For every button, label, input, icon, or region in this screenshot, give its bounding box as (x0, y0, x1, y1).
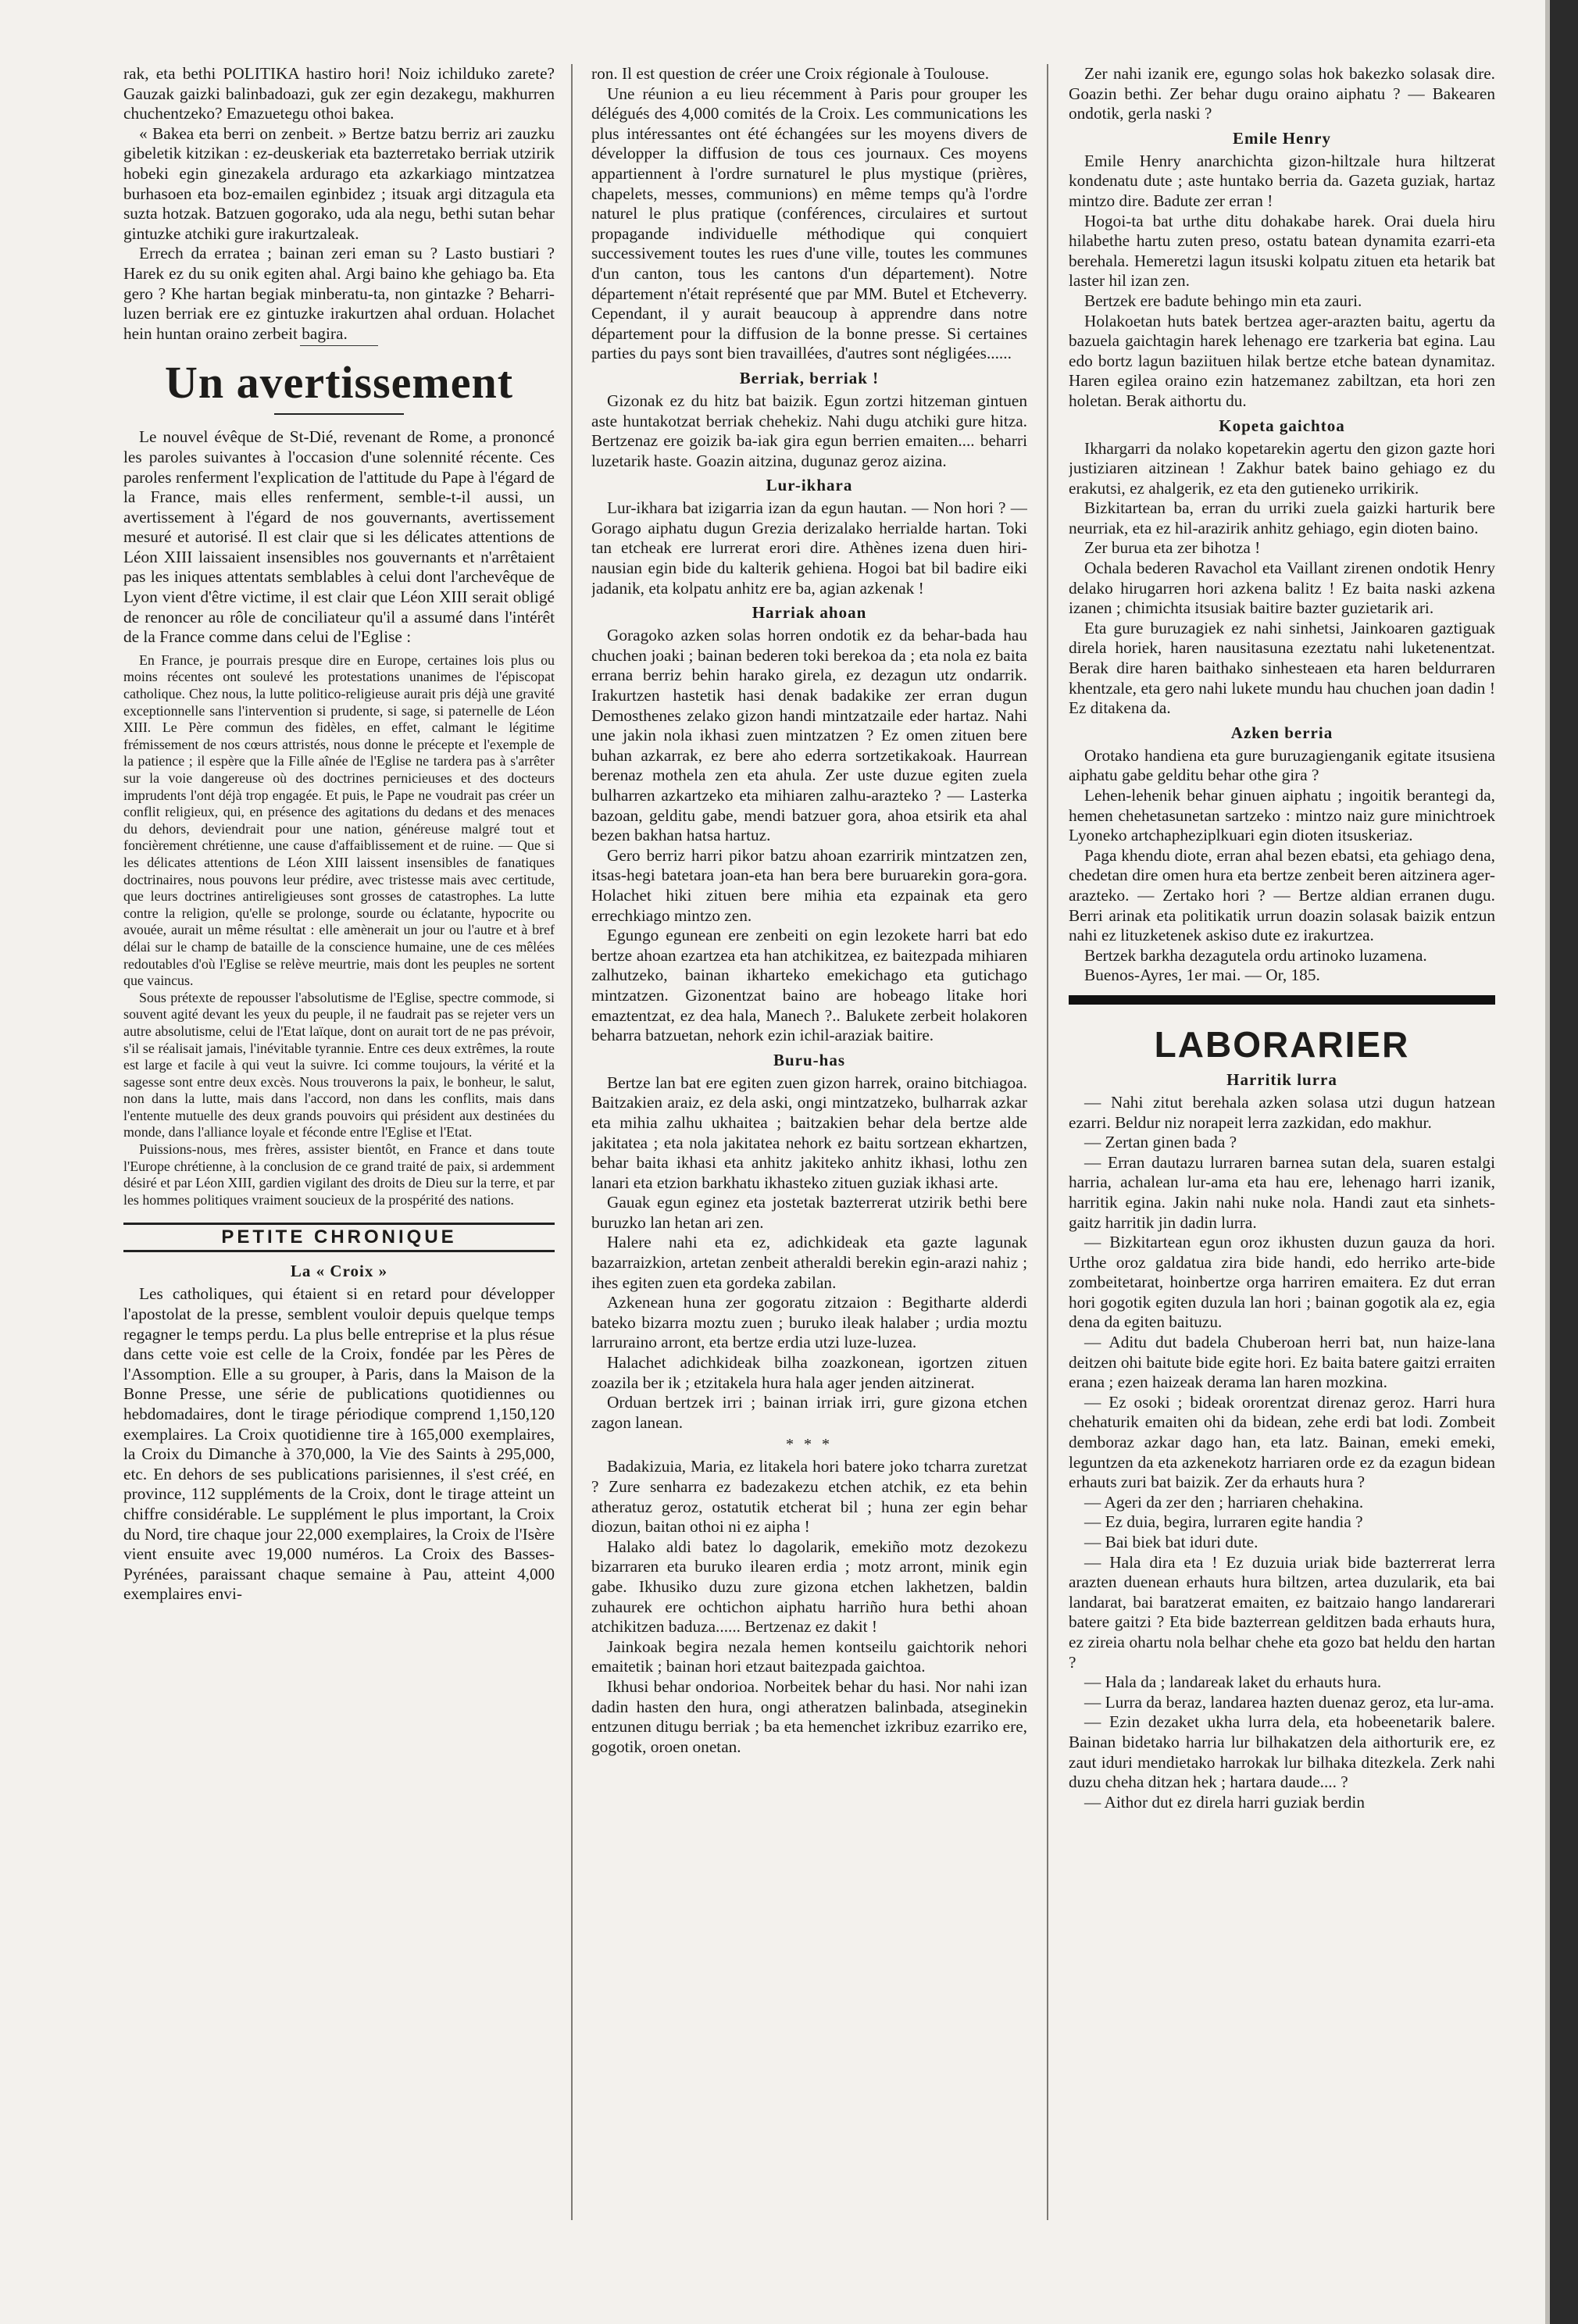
section-separator: * * * (786, 1436, 833, 1454)
paragraph: Gauak egun eginez eta jostetak bazterrerat utzirik bethi bere buruzko lan hetan ari zen. (591, 1193, 1027, 1232)
paragraph: Errech da erratea ; bainan zeri eman su ? Lasto bustiari ? Harek ez du su onik egiten ahal. Argi baino khe gehiago ba. Eta gero ? Khe hartan begiak minberatu-ta, non gintazke ? Beharri-luzen berriak ere ez gintuzke irakurtzen ahal orduan. Holachet hein huntan oraino zerbeit bagira. (123, 244, 555, 343)
paragraph: — Ageri da zer den ; harriaren chehakina. (1084, 1492, 1364, 1512)
paragraph: — Hala da ; landareak laket du erhauts hura. (1084, 1672, 1382, 1692)
article-heading: Kopeta gaichtoa (1219, 416, 1345, 435)
divider (300, 345, 378, 346)
paragraph: Gizonak ez du hitz bat baizik. Egun zortzi hitzeman gintuen aste huntakotzat berriak chehekiz. Nahi dugu atchiki gure hitza. Bertzenaz ere goizik ba-iak gira egun berrien emaiten.... beharri luzetarik haste. Goazin aitzina, dugunaz geroz aizina. (591, 391, 1027, 470)
paragraph: — Aditu dut badela Chuberoan herri bat, nun haize-lana deitzen ohi baitute bide egite hori. Ez baita batere gaitzi erraiten erana ; ezen haizeak derama lan haren mozkina. (1069, 1333, 1495, 1392)
paragraph: Une réunion a eu lieu récemment à Paris pour grouper les délégués des 4,000 comités de la Croix. Les communications les plus intéressantes ont été échangées sur les moyens divers de développer la diffusion de tous ces journaux. Ces moyens appartiennent à l'ordre surnaturel le plus mystique (prières, chapelets, messes, communions) en même temps qu'à l'ordre naturel le plus pratique (conférences, circulaires et surtout propagande individuelle méthodique qui conquiert successivement toutes les rues d'une ville, toutes les communes d'un canton, tous les cantons d'un département). Notre département n'était représenté que par MM. Butel et Etcheverry. Cependant, il y aurait beaucoup à apprendre dans notre département pour la diffusion de la bonne presse. Si certaines parties du pays sont bien travaillées, d'autres sont négligées...... (591, 84, 1027, 363)
paragraph: Ochala bederen Ravachol eta Vaillant zirenen ondotik Henry delako hirugarren hori azkena balitz ! Ez baita naski azkena izanen ; chimichta itsusiak baitire bazter guzietarik ari. (1069, 559, 1495, 618)
paragraph: — Ez osoki ; bideak ororentzat direnaz geroz. Harri hura chehaturik emaiten ohi da bidean, zehe erdi bat lodi. Zombeit demboraz azkar dago han, eta latz. Bainan, emeki emeki, leguntzen da eta azkenekotz harriaren orde ez da ezagun bidean erhauts zuri bat baizik. Zer da erhauts hura ? (1069, 1392, 1495, 1492)
column-rule (571, 64, 573, 2220)
paragraph: Halachet adichkideak bilha zoazkonean, igortzen zituen zoazila ber ik ; etzitakela hura hala ager jenden aitzinerat. (591, 1353, 1027, 1392)
paragraph: Bizkitartean ba, erran du urriki zuela gaizki harturik bere neurriak, eta ez hil-arazirik anhitz gehiago, egin dioten baino. (1069, 498, 1495, 537)
paragraph: Bertzek ere badute behingo min eta zauri. (1084, 291, 1362, 310)
paragraph: Azkenean huna zer gogoratu zitzaion : Begitharte alderdi bateko bizarra moztu zuen ; buruko ileak halaber ; urdia moztu larruraino arront, eta bertze erdia utzi luze-luzea. (591, 1293, 1027, 1352)
article-heading: Lur-ikhara (766, 476, 853, 495)
paragraph: Zer burua eta zer bihotza ! (1084, 538, 1261, 558)
paragraph: Egungo egunean ere zenbeiti on egin lezokete harri bat edo bertze ahoan ezartzea eta han atchikitzea, ez baitezpada mihiaren zalhutzeko, bainan ikharteko emekichago eta gutichago mintzatzen. Gizonentzat baino are hobeago litake hori emaztentzat, ez dea hala, Manech ?.. Balukete zerbeit holakoren beharra batzuetan, nehork ezin ichil-araziak baitire. (591, 926, 1027, 1045)
column-1 (123, 64, 555, 2306)
paragraph: Lur-ikhara bat izigarria izan da egun hautan. — Non hori ? — Gorago aiphatu dugun Grezia derizalako herrialde hartan. Toki tan etcheak ere lurrerat erori dire. Athènes izena duen hiri-nausian egin bide du kalterik gehiena. Hogoi bat bil badire eiki jadanik, eta kolpatu anhitz ere ba, agian azkenak ! (591, 498, 1027, 598)
article-heading: La « Croix » (290, 1262, 388, 1281)
column-3 (1069, 64, 1495, 2306)
paragraph: Hogoi-ta bat urthe ditu dohakabe harek. Orai duela hiru hilabethe hartu zuten preso, ostatu batean dynamita ezarri-eta berehala. Hemeretzi lagun itsuski kolpatu zituen eta hetarik bat laster hil izan zen. (1069, 211, 1495, 291)
paragraph: — Bizkitartean egun oroz ikhusten duzun gauza da hori. Urthe oroz galdatua zira bide handi, edo herriko arte-bide zombeitetarat, hoinbertze orga harriren emaitera. Ez dut erran hori gogotik egiten duzula lan hori ; bainan gogotik ala ez, egia dena da egiten baituzu. (1069, 1233, 1495, 1332)
column-rule (1047, 64, 1048, 2220)
paragraph: Halere nahi eta ez, adichkideak eta gazte lagunak bazarraizkion, artetan zenbeit atheraldi berekin egin-arazi nahiz ; ihes egiten zuen eta gordeka zabilan. (591, 1233, 1027, 1292)
paragraph: « Bakea eta berri on zenbeit. » Bertze batzu berriz ari zauzku gibeletik kitzikan : ez-deuskeriak eta bazterretako berriak utzirik hobeki egin ginezakela ardurago eta azkarkiago mintzatzea burhasoen eta boz-emailen eginbidez ; itsuak argi ditzagula eta suzta hotzak. Batzuen gogorako, uda ala negu, bethi sutan behar gintuzke atchiki gure irakurtzaleak. (123, 123, 555, 243)
article-heading: Emile Henry (1233, 128, 1331, 148)
paragraph: Goragoko azken solas horren ondotik ez da behar-bada hau chuchen joaki ; bainan bederen toki berekoa da ; eta nola ez baita errana berriz behin harako girela, ez dezagun utz ondarrik. Irakurtzen hastetik hasi denak badakike zer erran dugun Demosthenes zelako gizon handi mintzatzaile eder hartaz. Nahi une jakin nola ikhasi zuen mintzatzen ? Ez omen zituen bere buhan azkarrak, ez bere aho ederra sortzetikakoak. Haurrean berenaz mothela zen eta ahula. Zer uste duzue egiten zuela bulharren azkartzeko eta mihiaren zalhu-arazteko ? — Lasterka bazoan, gelditu gabe, mendi batzuer gora, ahoa etsirik eta ahal bezen bakhan hatsa hartuz. (591, 626, 1027, 845)
paragraph: Paga khendu diote, erran ahal bezen ebatsi, eta gehiago dena, chedetan dire omen hura eta bertze zenbeit beren aitzinera ager-arazteko. — Zertako hori ? — Bertze aldian erranen dugu. Berri arinak eta politikatik urrun doazin solasak baizik entzun nahi ez lituzketenek askiso dute ez irakurtzea. (1069, 845, 1495, 945)
section-heading: PETITE CHRONIQUE (123, 1223, 555, 1252)
paragraph: Orduan bertzek irri ; bainan irriak irri, gure gizona etchen zagon lanean. (591, 1393, 1027, 1432)
paragraph: Halako aldi batez lo dagolarik, emekiño motz dezokezu bizarraren eta buruko ilearen erdia ; motz arront, minik egin gabe. Ikhusiko duzu zure gizona etchen lakhetzen, baldin zuhaurek ere ochtichon aiphatu harriño hura bethi ahoan atchikitzen baduza...... Bertzenaz ez dakit ! (591, 1537, 1027, 1637)
paragraph: — Zertan ginen bada ? (1084, 1133, 1237, 1152)
article-heading: Buru-has (773, 1050, 846, 1069)
paragraph: Jainkoak begira nezala hemen kontseilu gaichtorik nehori emaitetik ; bainan hori etzaut baitezpada gaichtoa. (591, 1637, 1027, 1676)
paragraph: Orotako handiena eta gure buruzagienganik egitate itsusiena aiphatu gabe gelditu behar othe gira ? (1069, 745, 1495, 785)
paragraph: Eta gure buruzagiek ez nahi sinhetsi, Jainkoaren gaztiguak direla horiek, haren nausitasuna ezeztatu nahi luketenentzat. Berak dire haren baithako sinhesteaen eta haren beldurraren khentzale, eta gero nahi lukete mundu hau chuchen joan dadin ! Ez ditakena da. (1069, 618, 1495, 718)
page-edge-dark (1550, 0, 1578, 2324)
paragraph: Bertzek barkha dezagutela ordu artinoko luzamena. (1084, 945, 1427, 965)
paragraph: Gero berriz harri pikor batzu ahoan ezarririk mintzatzen zen, itsas-hegi batetara joan-eta han bera bere buruarekin gora-gora. Holachet hiki zituen bere mihia eta ezpainak eta gero errechkiago mintzo zen. (591, 845, 1027, 925)
paragraph: ron. Il est question de créer une Croix régionale à Toulouse. (591, 64, 990, 83)
column-2 (591, 64, 1027, 2306)
paragraph: Ikhusi behar ondorioa. Norbeitek behar du hasi. Nor nahi izan dadin hasten den hura, ongi atheratzen balinbada, atseginekin entzunen ditugu berriak ; ba eta hemenchet izkribuz ezarriko ere, gogotik, oroen onetan. (591, 1676, 1027, 1756)
quote-paragraph: Puissions-nous, mes frères, assister bientôt, en France et dans toute l'Europe chrétienne, à la conclusion de ce grand traité de paix, si ardemment désiré et par Léon XIII, gardien vigilant des droits de Dieu sur la terre, et par les hommes politiques vraiment soucieux de la prospérité des nations. (123, 1141, 555, 1208)
paragraph: Le nouvel évêque de St-Dié, revenant de Rome, a prononcé les paroles suivantes à l'occasion d'une solennité récente. Ces paroles renferment l'explication de l'attitude du Pape à l'égard de la France, mais elles renferment, semble-t-il aussi, un avertissement à l'égard de nos gouvernants, avertissement mesuré et autorisé. Il est clair que si les délicates attentions de Léon XIII laissaient insensibles nos gouvernants et n'arrêtaient pas les iniques attentats semblables à celui dont l'archevêque de Lyon vient d'être victime, il est clair que Léon XIII serait obligé de renoncer au rôle de conciliateur qu'il a assumé dans l'intérêt de la France comme dans celui de l'Eglise : (123, 427, 555, 647)
paragraph: Ikhargarri da nolako kopetarekin agertu den gizon gazte hori justiziaren aitzinean ! Zakhur batek baino gehiago ez du erakutsi, ez ahalgerik, ez eta den gutieneko urrikirik. (1069, 438, 1495, 498)
quote-paragraph: Sous prétexte de repousser l'absolutisme de l'Eglise, spectre commode, si souvent agité devant les yeux du peuple, il ne faudrait pas se rejeter vers un autre absolutisme, celui de l'Etat laïque, dont on aurait tort de ne pas prévoir, s'il se réalisait jamais, l'inévitable tyrannie. Entre ces deux extrêmes, la route est large et facile à qui veut la suivre. Ici comme toujours, la vérité et la sagesse sont entre deux excès. Nous trouverons la paix, le bonheur, le salut, non dans la lutte, mais dans l'accord, non dans les conflits, mais dans l'entente mutuelle des deux grands pouvoirs qui président aux destinées du monde, dans l'alliance loyale et féconde entre l'Eglise et l'Etat. (123, 989, 555, 1141)
paragraph: Zer nahi izanik ere, egungo solas hok bakezko solasak dire. Goazin bethi. Zer behar dugu oraino aiphatu ? — Bakearen ondotik, gerla naski ? (1069, 64, 1495, 123)
paragraph: — Hala dira eta ! Ez duzuia uriak bide bazterrerat lerra arazten duenean erhauts hura biltzen, artea duzularik, eta bai landarat, bai baratzerat emaiten, ez baitzaio hango landarerari batere gaitzi ? Eta bide bazterrean gelditzen bada erhauts hura, ez zireia ohartu nola belhar chehe eta gozo bat heldu den hartan ? (1069, 1552, 1495, 1672)
paragraph: — Ez duia, begira, lurraren egite handia ? (1084, 1512, 1363, 1532)
dateline: Buenos-Ayres, 1er mai. — Or, 185. (1084, 966, 1320, 985)
paragraph: Les catholiques, qui étaient si en retard pour développer l'apostolat de la presse, semblent vouloir depuis quelque temps regagner le temps perdu. La plus belle entreprise et la plus résue dans cette voie est celle de la Croix, fondée par les Pères de l'Assomption. Elle a su grouper, à Paris, dans la Maison de la Bonne Presse, une série de publications quotidiennes ou hebdomadaires, dont le tirage périodique comprend 1,150,120 exemplaires. La Croix quotidienne tire à 165,000 exemplaires, la Croix du Dimanche à 370,000, la Vie des Saints à 295,000, etc. En dehors de ses publications parisiennes, il s'est créé, en province, 112 suppléments de la Croix, dont le tirage atteint un chiffre considérable. Le supplément le plus important, la Croix du Nord, tire chaque jour 22,000 exemplaires, la Croix de l'Isère vient ensuite avec 19,000 numéros. La Croix des Basses-Pyrénées, paraissant chaque semaine à Pau, atteint 4,000 exemplaires envi- (123, 1284, 555, 1604)
paragraph: — Bai biek bat iduri dute. (1084, 1533, 1258, 1551)
article-heading: Berriak, berriak ! (739, 368, 880, 387)
paragraph: — Ezin dezaket ukha lurra dela, eta hobeenetarik balere. Bainan bidetako harria lur bilhakatzen dela aithorturik ere, ez zaut iduri mendietako harrokak lur bilhaka ditezkela. Zerk nahi duzu cheha ditzan hek ; hartara daude.... ? (1069, 1712, 1495, 1792)
paragraph: — Lurra da beraz, landarea hazten duenaz geroz, eta lur-ama. (1084, 1692, 1494, 1712)
paragraph: rak, eta bethi POLITIKA hastiro hori! Noiz ichilduko zarete? Gauzak gaizki balinbadoazi, guk zer egin dezakegu, makhurren chuchentzeko? Emazuetegu othoi bakea. (123, 64, 555, 123)
paragraph: — Nahi zitut berehala azken solasa utzi dugun hatzean ezarri. Beldur niz norapeit lerra zazkidan, edo makhur. (1069, 1092, 1495, 1132)
paragraph: — Aithor dut ez direla harri guziak berdin (1084, 1792, 1365, 1812)
paragraph: — Erran dautazu lurraren barnea sutan dela, suaren estalgi harria, achalean lur-ama eta hau ere, lehenago harri izanik, harritik egina. Jakin nahi nuke nola. Handi zaut eta sinhets-gaitz harritik jin dadin lurra. (1069, 1152, 1495, 1232)
paragraph: Badakizuia, Maria, ez litakela hori batere joko tcharra zuretzat ? Zure senharra ez badezakezu etchen atchik, ez eta behin atheratuz geroz, ostatutik etcherat bil ; huna zer egin behar diozun, baitan othoi ni ez aipha ! (591, 1457, 1027, 1537)
section-title: LABORARIER (1154, 1023, 1410, 1065)
paragraph: Lehen-lehenik behar ginuen aiphatu ; ingoitik berantegi da, hemen chehetasunetan sartzeko : mintzo naiz gure minichtroek Lyoneko artchapheziplkuari egin dioten itsuskeriaz. (1069, 786, 1495, 845)
heavy-divider (1069, 995, 1495, 1005)
divider (274, 413, 404, 415)
paragraph: Bertze lan bat ere egiten zuen gizon harrek, oraino bitchiagoa. Baitzakien araiz, ez dela aski, ongi mintzatzeko, bulharrak azkar eta mihia zalhu ukhaitea ; baitzakien behar dela bertze alde jakitatea ; eta nola jakitatea nehork ez baitu sortzean ekhartzen, behar baita ikhasi eta anhitz jakiteko anhitz ikhasi, lothu zen lanari eta etzion barkhatu ikhasteko zituen guziak ikhasi arte. (591, 1073, 1027, 1192)
article-heading: Harriak ahoan (752, 603, 867, 623)
paragraph: Emile Henry anarchichta gizon-hiltzale hura hiltzerat kondenatu dute ; aste huntako berria da. Gazeta guziak, hartaz mintzo dire. Badute zer erran ! (1069, 151, 1495, 210)
quote-paragraph: En France, je pourrais presque dire en Europe, certaines lois plus ou moins récentes ont soulevé les protestations unanimes de l'épiscopat catholique. Chez nous, la lutte politico-religieuse aurait pris déjà une gravité exceptionnelle sans l'intervention si prudente, si sage, si paternelle de Léon XIII. Le Père commun des fidèles, en effet, calmant le légitime frémissement de nos cœurs attristés, nous donne le précepte et l'exemple de la patience ; il espère que la Fille aînée de l'Eglise ne tardera pas à s'arrêter sur la voie dangereuse où des doctrines pernicieuses et des docteurs imprudents l'ont déjà trop engagée. Et puis, le Pape ne voudrait pas créer un conflit religieux, qui, en présence des agitations du dedans et des menaces du dehors, deviendrait pour une nation, généreuse malgré tout et foncièrement chrétienne, une cause d'affaiblissement et de ruine. — Que si les délicates attentions de Léon XIII laissent insensibles de fanatiques doctrinaires, nous pouvons leur prédire, avec tristesse mais avec certitude, que leurs doctrines antireligieuses sont grosses de catastrophes. La lutte contre la religion, qu'elle se prolonge, sourde ou éclatante, hypocrite ou avouée, aurait un même résultat : elle amènerait un jour ou l'autre et à bref délai sur le champ de bataille de la conscience humaine, une de ces mêlées redoutables d'où l'Eglise se relève meurtrie, mais dont les peuples ne sortent que vaincus. (123, 652, 555, 989)
article-title: Un avertissement (164, 357, 514, 409)
paragraph: Holakoetan huts batek bertzea ager-arazten baitu, agertu da bazuela gaichtagin harek lehenago ere tzarkeria bat egina. Lau edo bortz lagun baziituen hilak bertze etche batean dynamitaz. Haren egilea oraino ezin hatzemanez zabiltzan, eta hori zen holetan. Berak aithortu du. (1069, 311, 1495, 410)
article-heading: Harritik lurra (1226, 1069, 1337, 1089)
article-heading: Azken berria (1230, 723, 1333, 742)
